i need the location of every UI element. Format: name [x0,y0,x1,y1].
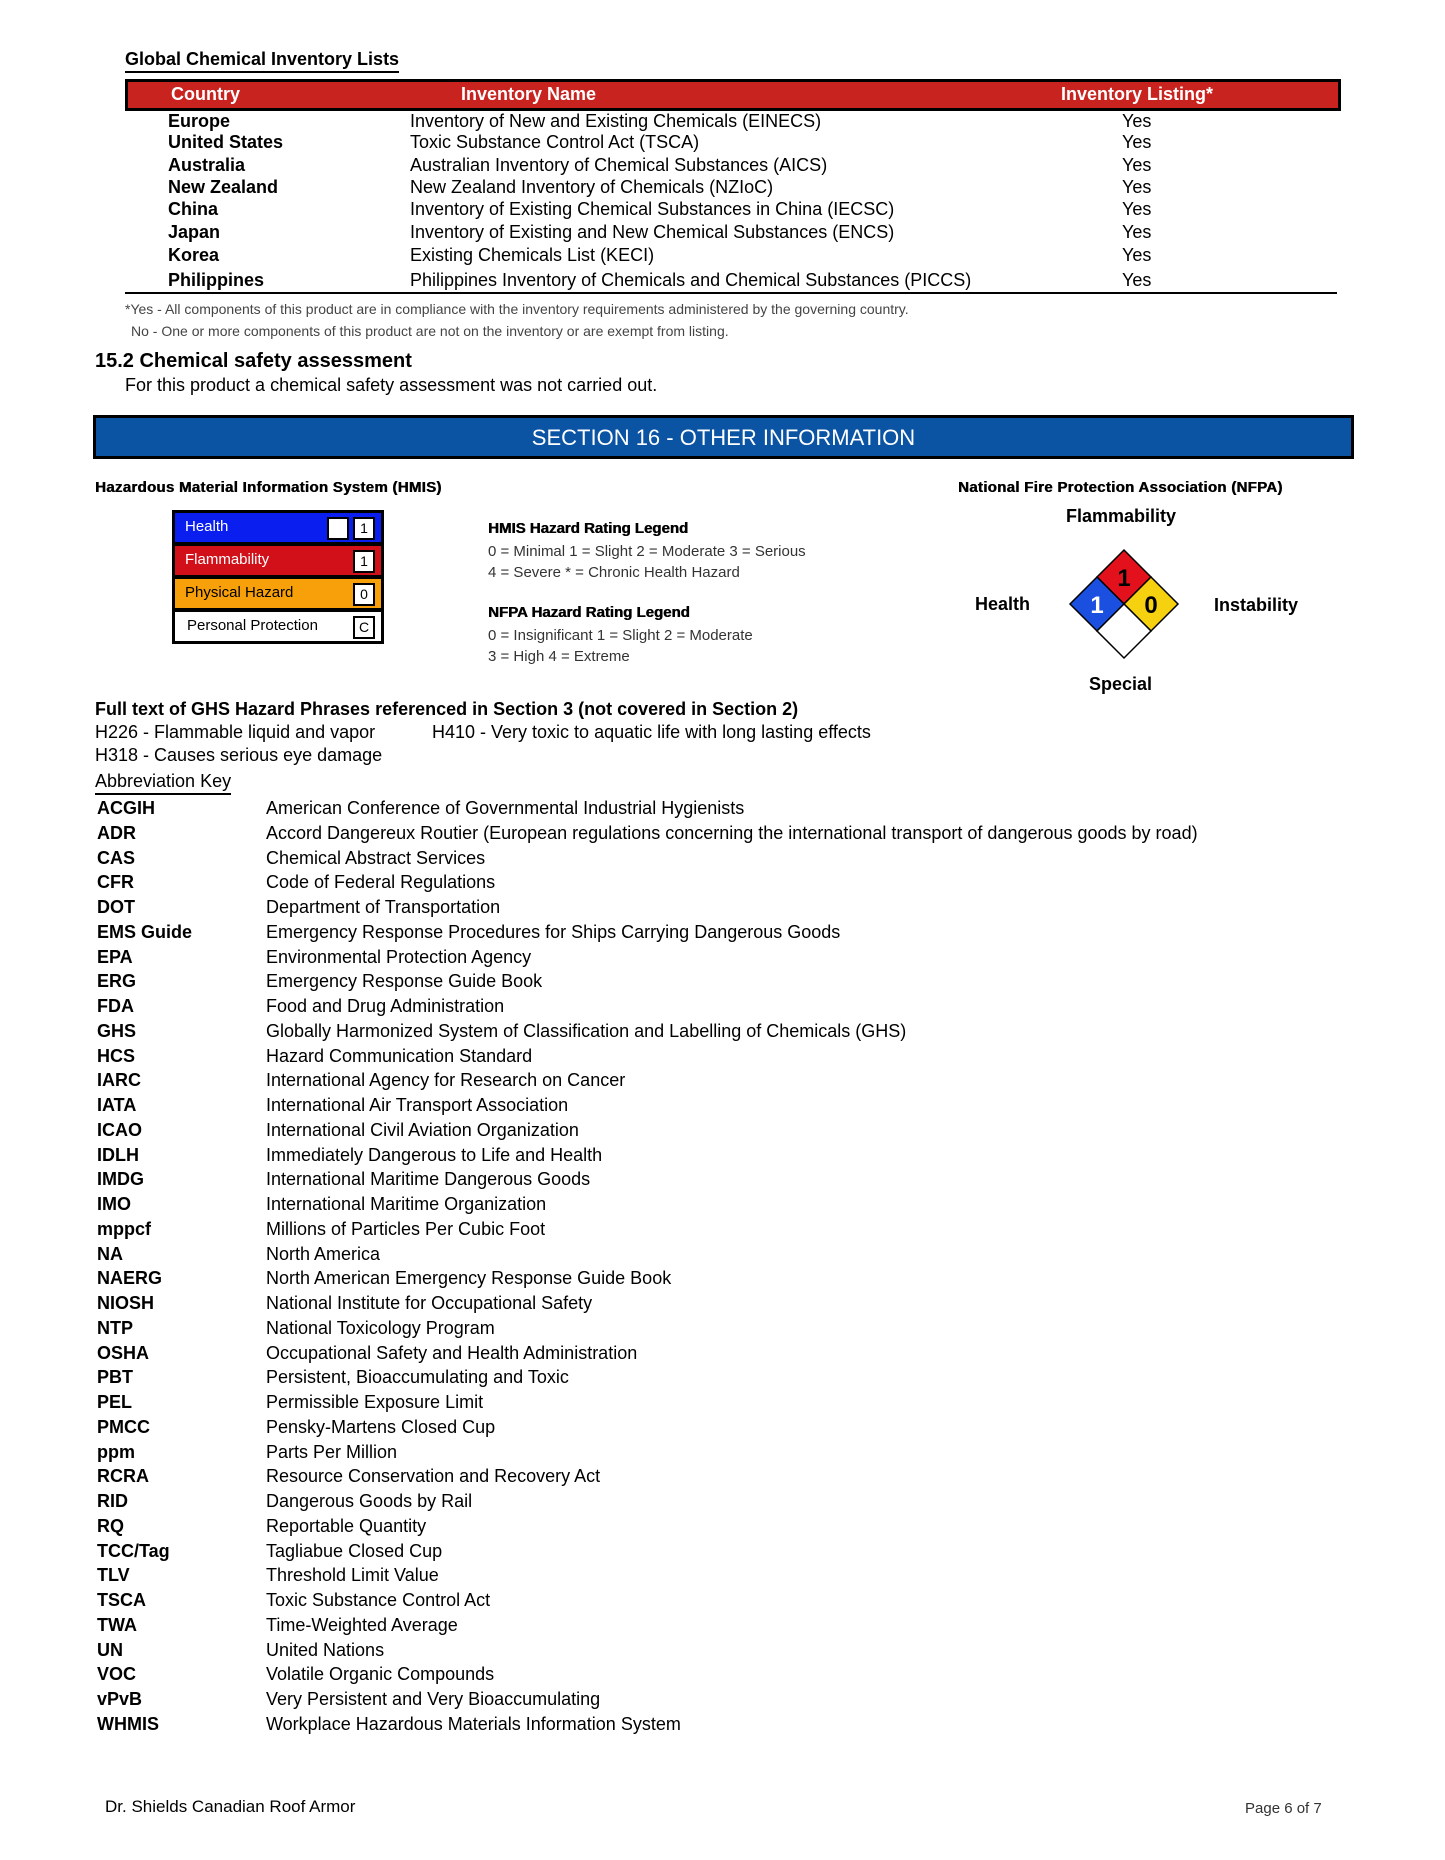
abbreviation-row [0,1714,1445,1738]
section-15-2-heading: 15.2 Chemical safety assessment [95,350,412,372]
abbreviation-term: ERG [97,971,137,992]
inventory-table-header [125,79,1341,111]
nfpa-legend-line-1: 0 = Insignificant 1 = Slight 2 = Moderate [488,627,753,644]
abbreviation-row [0,971,1445,995]
hmis-row-flammability [175,546,381,575]
abbreviation-definition: Volatile Organic Compounds [266,1664,495,1685]
abbreviation-row [0,1590,1445,1614]
footer-page-number: Page 6 of 7 [1245,1800,1322,1817]
abbreviation-term: TWA [97,1614,137,1635]
footnote-yes: *Yes - All components of this product are in compliance with the inventory requirements administered by the governing country. [125,301,909,317]
abbreviation-row [0,1244,1445,1268]
abbreviation-definition: National Institute for Occupational Safety [266,1293,593,1313]
ghs-phrase: H410 - Very toxic to aquatic life with long lasting effects [432,722,871,742]
inventory-row [0,222,1445,244]
abbreviation-term: TLV [97,1565,130,1586]
abbreviation-definition: United Nations [266,1639,385,1660]
inventory-title: Global Chemical Inventory Lists [125,49,399,73]
nfpa-label-special: Special [1089,674,1153,694]
inventory-name: Australian Inventory of Chemical Substances (AICS) [410,155,828,175]
inventory-listing: Yes [1122,245,1152,265]
abbreviation-term: RID [97,1491,128,1511]
abbreviation-row [0,1442,1445,1466]
abbreviation-term: IDLH [97,1144,139,1165]
abbreviation-row [0,1194,1445,1218]
abbreviation-definition: International Maritime Organization [266,1194,547,1214]
inventory-row [0,132,1445,154]
inventory-listing: Yes [1122,132,1152,152]
abbreviation-row [0,848,1445,872]
hmis-heading: Hazardous Material Information System (HMIS) [95,479,442,496]
inventory-name: New Zealand Inventory of Chemicals (NZIoC) [410,177,774,197]
inventory-name: Inventory of Existing Chemical Substances in China (IECSC) [410,199,895,219]
nfpa-value-instability: 0 [1144,592,1158,619]
abbreviation-term: OSHA [97,1342,150,1363]
abbreviation-term: PBT [97,1367,133,1388]
abbreviation-definition: Time-Weighted Average [266,1614,458,1635]
abbreviation-row [0,1145,1445,1169]
nfpa-diamond [1066,548,1182,664]
abbreviation-row [0,1343,1445,1367]
inventory-listing: Yes [1122,155,1152,175]
abbreviation-key-heading: Abbreviation Key [95,771,231,795]
abbreviation-definition: Workplace Hazardous Materials Information System [266,1713,681,1734]
abbreviation-row [0,947,1445,971]
abbreviation-term: WHMIS [97,1713,159,1734]
abbreviation-term: RCRA [97,1466,149,1487]
abbreviation-definition: Dangerous Goods by Rail [266,1491,473,1511]
abbreviation-term: GHS [97,1020,137,1041]
hmis-row-personal-protection [175,612,381,641]
abbreviation-definition: Reportable Quantity [266,1515,427,1536]
abbreviation-term: TSCA [97,1590,146,1610]
abbreviation-row [0,798,1445,822]
abbreviation-row [0,1689,1445,1713]
abbreviation-term: NAERG [97,1268,163,1289]
abbreviation-definition: Resource Conservation and Recovery Act [266,1466,601,1487]
abbreviation-row [0,1615,1445,1639]
inventory-country: China [168,199,219,219]
abbreviation-row [0,1640,1445,1664]
inventory-country: Philippines [168,270,265,290]
inventory-table-bottom-rule [125,292,1337,294]
abbreviation-term: RQ [97,1515,124,1536]
nfpa-label-health: Health [975,594,1031,614]
abbreviation-term: TCC/Tag [97,1540,170,1561]
nfpa-legend-heading: NFPA Hazard Rating Legend [488,604,690,621]
column-header-inventory-listing: Inventory Listing* [1061,84,1214,104]
column-header-inventory-name: Inventory Name [461,84,597,104]
ghs-phrase: H226 - Flammable liquid and vapor [95,722,376,742]
section-16-title: SECTION 16 - OTHER INFORMATION [531,425,916,450]
abbreviation-term: IMDG [97,1169,144,1190]
abbreviation-definition: Occupational Safety and Health Administration [266,1342,638,1363]
abbreviation-definition: Emergency Response Guide Book [266,971,543,992]
abbreviation-row [0,1120,1445,1144]
hmis-label-physical-hazard: Physical Hazard [185,584,294,601]
abbreviation-term: NIOSH [97,1293,155,1313]
abbreviation-definition: Department of Transportation [266,897,501,917]
abbreviation-term: PMCC [97,1416,150,1437]
abbreviation-row [0,1219,1445,1243]
abbreviation-term: NTP [97,1317,133,1338]
section-15-2-body: For this product a chemical safety assessment was not carried out. [125,375,658,395]
inventory-row [0,177,1445,199]
hmis-label [172,510,384,644]
abbreviation-term: DOT [97,897,135,917]
abbreviation-row [0,1095,1445,1119]
column-header-country: Country [171,84,240,104]
inventory-name: Inventory of New and Existing Chemicals (EINECS) [410,111,822,131]
hmis-legend-line-2: 4 = Severe * = Chronic Health Hazard [488,564,740,581]
abbreviation-definition: Tagliabue Closed Cup [266,1540,443,1561]
abbreviation-term: IATA [97,1095,137,1115]
footnote-no: No - One or more components of this product are not on the inventory or are exempt from listing. [131,323,729,339]
abbreviation-term: VOC [97,1664,137,1685]
abbreviation-row [0,1392,1445,1416]
inventory-row [0,245,1445,267]
abbreviation-term: ppm [97,1441,135,1462]
inventory-country: Japan [168,222,221,242]
abbreviation-definition: Hazard Communication Standard [266,1045,533,1066]
abbreviation-definition: Parts Per Million [266,1441,398,1462]
abbreviation-row [0,1565,1445,1589]
hmis-value-flammability: 1 [353,550,375,573]
abbreviation-definition: Threshold Limit Value [266,1565,439,1586]
abbreviation-definition: Accord Dangereux Routier (European regulations concerning the international transport of dangerous goods by road) [266,822,1198,843]
abbreviation-row [0,1367,1445,1391]
nfpa-legend-line-2: 3 = High 4 = Extreme [488,648,630,665]
abbreviation-term: IARC [97,1070,141,1091]
hmis-label-personal-protection: Personal Protection [187,617,318,634]
abbreviation-row [0,1169,1445,1193]
abbreviation-row [0,1491,1445,1515]
abbreviation-definition: American Conference of Governmental Industrial Hygienists [266,798,745,818]
hmis-value-personal-protection: C [353,616,375,639]
ghs-heading: Full text of GHS Hazard Phrases referenced in Section 3 (not covered in Section 2) [95,699,799,719]
abbreviation-term: FDA [97,996,134,1016]
abbreviation-row [0,1070,1445,1094]
ghs-phrase: H318 - Causes serious eye damage [95,745,383,765]
hmis-label-flammability: Flammability [185,551,270,568]
abbreviation-term: vPvB [97,1689,143,1709]
abbreviation-row [0,1466,1445,1490]
inventory-listing: Yes [1122,111,1152,131]
abbreviation-definition: International Civil Aviation Organization [266,1119,579,1140]
abbreviation-definition: Code of Federal Regulations [266,872,496,893]
abbreviation-row [0,823,1445,847]
inventory-row [0,270,1445,292]
hmis-chronic-box [327,517,349,540]
hmis-value-health: 1 [353,517,375,540]
abbreviation-row [0,1268,1445,1292]
hmis-legend-heading: HMIS Hazard Rating Legend [488,520,689,537]
abbreviation-definition: North American Emergency Response Guide Book [266,1268,672,1289]
abbreviation-term: UN [97,1639,123,1660]
abbreviation-term: IMO [97,1194,131,1214]
hmis-legend-line-1: 0 = Minimal 1 = Slight 2 = Moderate 3 = Serious [488,543,806,560]
abbreviation-term: ACGIH [97,798,155,818]
inventory-name: Philippines Inventory of Chemicals and Chemical Substances (PICCS) [410,270,972,290]
abbreviation-term: ADR [97,822,136,843]
abbreviation-row [0,1021,1445,1045]
abbreviation-definition: International Maritime Dangerous Goods [266,1169,591,1190]
nfpa-value-health: 1 [1090,592,1104,619]
abbreviation-definition: North America [266,1243,381,1264]
abbreviation-row [0,1318,1445,1342]
inventory-country: New Zealand [168,177,279,197]
abbreviation-row [0,872,1445,896]
hmis-value-physical-hazard: 0 [353,583,375,606]
hmis-row-physical-hazard [175,579,381,608]
hmis-label-health: Health [185,518,229,535]
abbreviation-term: ICAO [97,1119,142,1140]
abbreviation-definition: International Agency for Research on Cancer [266,1070,626,1091]
abbreviation-row [0,1516,1445,1540]
inventory-country: Australia [168,155,246,175]
inventory-listing: Yes [1122,177,1152,197]
abbreviation-definition: Toxic Substance Control Act [266,1590,491,1610]
abbreviation-row [0,1541,1445,1565]
abbreviation-row [0,1664,1445,1688]
abbreviation-definition: Environmental Protection Agency [266,946,532,967]
abbreviation-definition: Very Persistent and Very Bioaccumulating [266,1689,601,1709]
abbreviation-definition: Permissible Exposure Limit [266,1392,484,1412]
abbreviation-row [0,1293,1445,1317]
inventory-country: Korea [168,245,220,265]
inventory-listing: Yes [1122,222,1152,242]
inventory-row [0,199,1445,221]
abbreviation-row [0,897,1445,921]
abbreviation-definition: International Air Transport Association [266,1095,569,1115]
abbreviation-term: CAS [97,847,136,868]
abbreviation-definition: National Toxicology Program [266,1317,495,1338]
nfpa-label-flammability: Flammability [1066,506,1177,526]
inventory-listing: Yes [1122,270,1152,290]
abbreviation-definition: Globally Harmonized System of Classification and Labelling of Chemicals (GHS) [266,1020,907,1041]
abbreviation-definition: Pensky-Martens Closed Cup [266,1416,496,1437]
abbreviation-definition: Emergency Response Procedures for Ships Carrying Dangerous Goods [266,921,841,942]
abbreviation-term: EPA [97,946,133,967]
nfpa-value-flammability: 1 [1117,565,1131,592]
nfpa-heading: National Fire Protection Association (NFPA) [958,479,1283,496]
footer-product-name: Dr. Shields Canadian Roof Armor [105,1797,356,1816]
inventory-country: United States [168,132,284,152]
abbreviation-row [0,922,1445,946]
inventory-name: Inventory of Existing and New Chemical Substances (ENCS) [410,222,895,242]
inventory-name: Existing Chemicals List (KECI) [410,245,655,265]
abbreviation-definition: Food and Drug Administration [266,996,505,1016]
inventory-name: Toxic Substance Control Act (TSCA) [410,132,700,152]
abbreviation-term: PEL [97,1392,133,1412]
abbreviation-row [0,1417,1445,1441]
nfpa-label-instability: Instability [1214,595,1299,615]
inventory-listing: Yes [1122,199,1152,219]
abbreviation-term: HCS [97,1045,136,1066]
hmis-row-health [175,513,381,542]
abbreviation-definition: Chemical Abstract Services [266,847,486,868]
inventory-row [0,111,1445,133]
abbreviation-definition: Immediately Dangerous to Life and Health [266,1144,603,1165]
abbreviation-term: NA [97,1243,123,1264]
abbreviation-definition: Millions of Particles Per Cubic Foot [266,1218,546,1239]
abbreviation-term: CFR [97,872,134,893]
abbreviation-term: EMS Guide [97,921,193,942]
inventory-country: Europe [168,111,231,131]
inventory-row [0,155,1445,177]
section-16-banner [93,415,1354,459]
abbreviation-definition: Persistent, Bioaccumulating and Toxic [266,1367,569,1388]
abbreviation-term: mppcf [97,1218,151,1239]
abbreviation-row [0,1046,1445,1070]
abbreviation-row [0,996,1445,1020]
